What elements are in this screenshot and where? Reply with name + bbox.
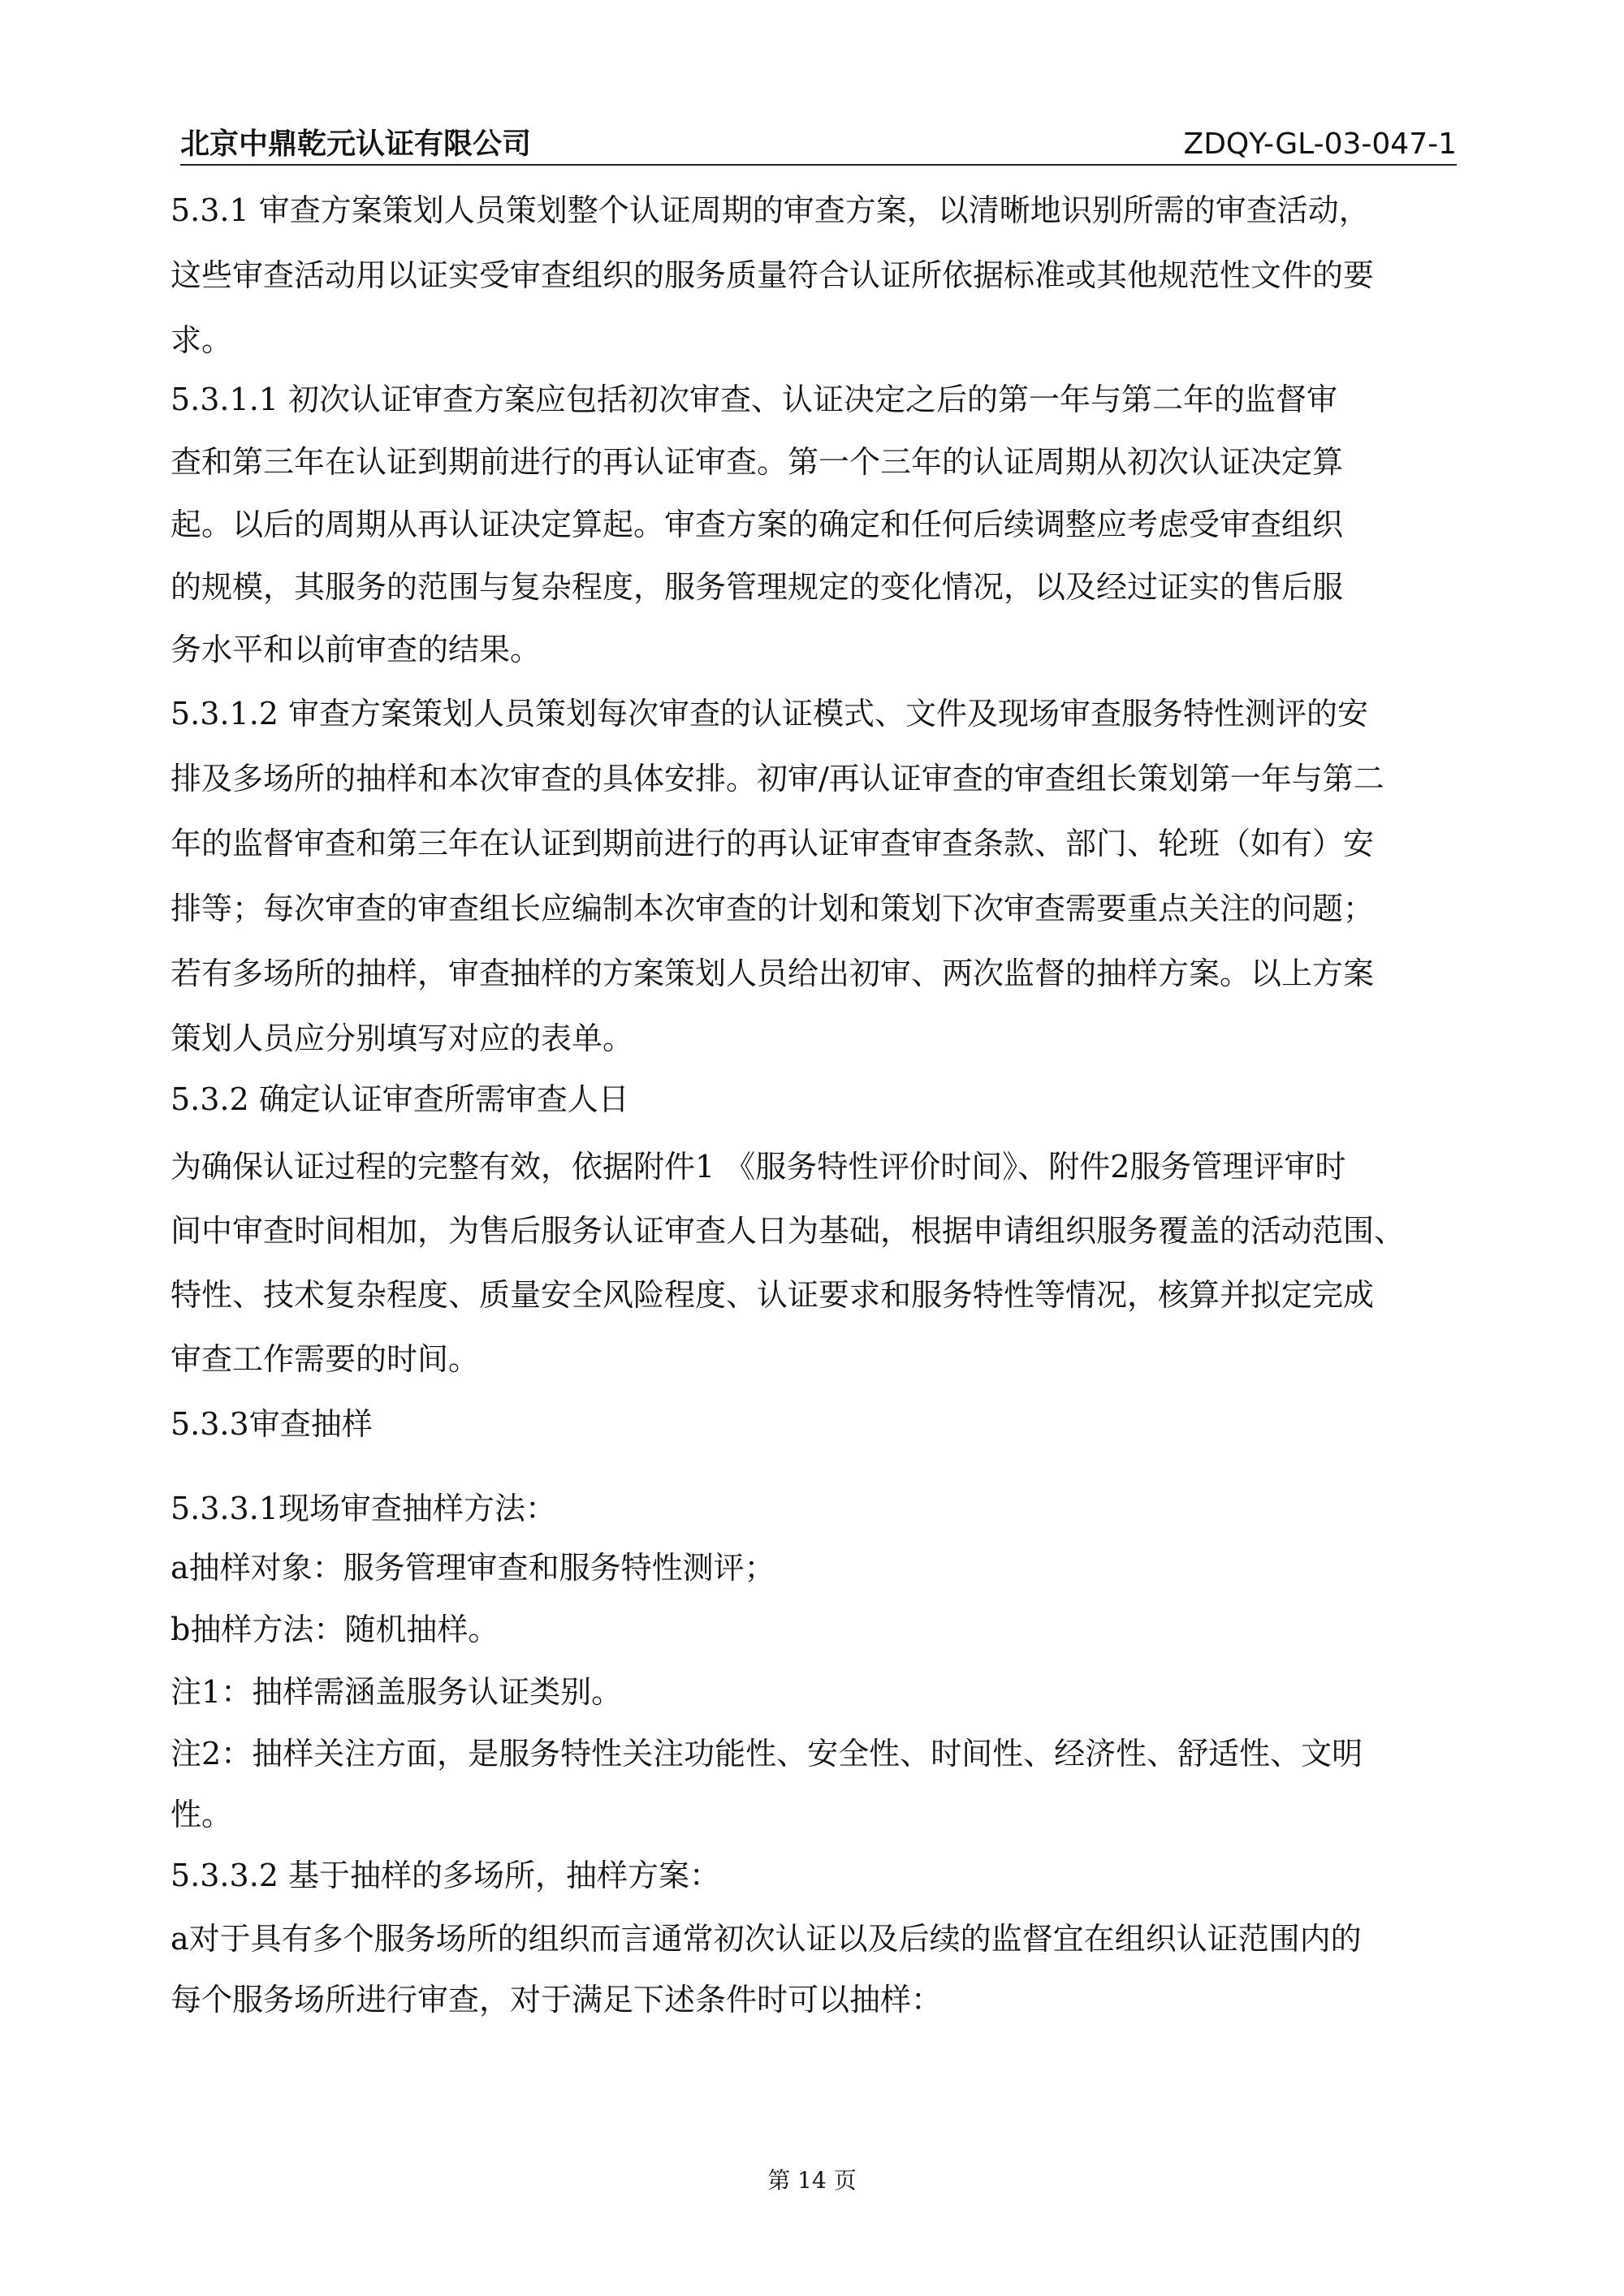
text-line: 性。 <box>171 1797 233 1832</box>
text-line: 特性、技术复杂程度、质量安全风险程度、认证要求和服务特性等情况，核算并拟定完成 <box>171 1277 1375 1313</box>
text-line: 求。 <box>171 322 233 358</box>
page-header <box>180 122 1457 166</box>
text-line: 排等；每次审查的审查组长应编制本次审查的计划和策划下次审查需要重点关注的问题； <box>171 891 1375 926</box>
company-name: 北京中鼎乾元认证有限公司 <box>180 127 532 161</box>
text-line: 5.3.2 确定认证审查所需审查人日 <box>171 1081 629 1117</box>
text-line: 的规模，其服务的范围与复杂程度，服务管理规定的变化情况，以及经过证实的售后服 <box>171 569 1344 605</box>
text-line: 起。以后的周期从再认证决定算起。审查方案的确定和任何后续调整应考虑受审查组织 <box>171 507 1344 542</box>
text-line: a抽样对象：服务管理审查和服务特性测评； <box>171 1550 775 1586</box>
text-line: 每个服务场所进行审查，对于满足下述条件时可以抽样： <box>171 1982 943 2018</box>
text-line: 5.3.1 审查方案策划人员策划整个认证周期的审查方案，以清晰地识别所需的审查活动， <box>171 192 1370 228</box>
text-line: 5.3.3.2 基于抽样的多场所，抽样方案： <box>171 1858 721 1893</box>
text-line: 策划人员应分别填写对应的表单。 <box>171 1021 634 1056</box>
text-line: 排及多场所的抽样和本次审查的具体安排。初审/再认证审查的审查组长策划第一年与第二 <box>171 761 1384 796</box>
text-line: 5.3.3审查抽样 <box>171 1406 373 1442</box>
text-line: 5.3.1.1 初次认证审查方案应包括初次审查、认证决定之后的第一年与第二年的监督审 <box>171 382 1338 417</box>
text-line: 5.3.1.2 审查方案策划人员策划每次审查的认证模式、文件及现场审查服务特性测评的安 <box>171 696 1369 732</box>
document-code: ZDQY-GL-03-047-1 <box>1183 127 1457 161</box>
text-line: 审查工作需要的时间。 <box>171 1341 480 1377</box>
text-line: 间中审查时间相加，为售后服务认证审查人日为基础，根据申请组织服务覆盖的活动范围、 <box>171 1213 1406 1249</box>
text-line: 为确保认证过程的完整有效，依据附件1 《服务特性评价时间》、附件2服务管理评审时 <box>171 1149 1346 1185</box>
text-line: 这些审查活动用以证实受审查组织的服务质量符合认证所依据标准或其他规范性文件的要 <box>171 257 1375 293</box>
text-line: 务水平和以前审查的结果。 <box>171 632 542 667</box>
text-line: 查和第三年在认证到期前进行的再认证审查。第一个三年的认证周期从初次认证决定算 <box>171 444 1344 480</box>
text-line: 年的监督审查和第三年在认证到期前进行的再认证审查审查条款、部门、轮班（如有）安 <box>171 826 1375 861</box>
text-line: b抽样方法：随机抽样。 <box>171 1612 499 1647</box>
text-line: 若有多场所的抽样，审查抽样的方案策划人员给出初审、两次监督的抽样方案。以上方案 <box>171 956 1375 991</box>
text-line: 注1：抽样需涵盖服务认证类别。 <box>171 1674 623 1710</box>
text-line: 5.3.3.1现场审查抽样方法： <box>171 1491 556 1526</box>
text-line: 注2：抽样关注方面，是服务特性关注功能性、安全性、时间性、经济性、舒适性、文明 <box>171 1736 1363 1772</box>
text-line: a对于具有多个服务场所的组织而言通常初次认证以及后续的监督宜在组织认证范围内的 <box>171 1921 1362 1957</box>
page-number: 第 14 页 <box>767 2167 857 2194</box>
